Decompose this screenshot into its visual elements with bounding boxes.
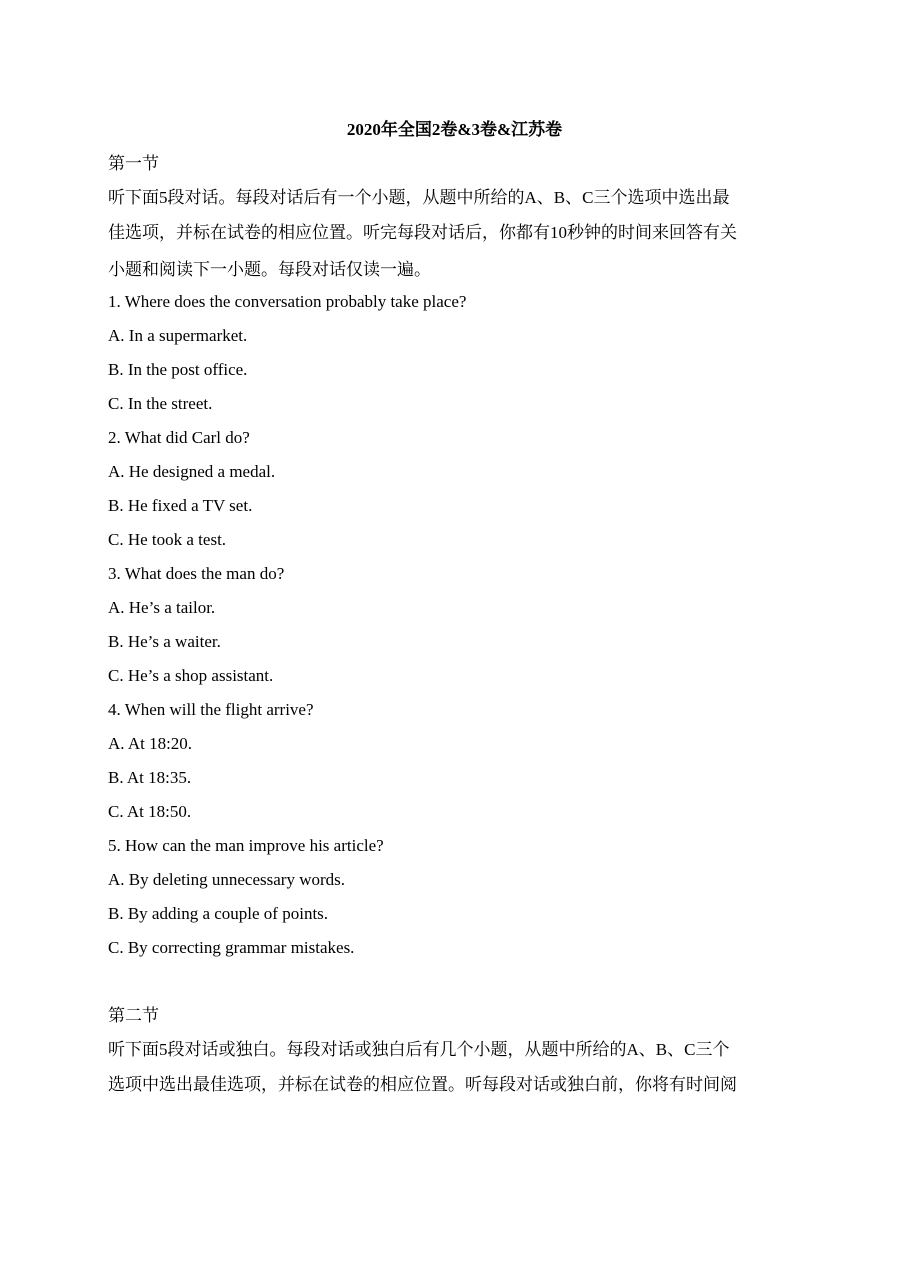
page-title: 2020年全国2卷&3卷&江苏卷 (346, 120, 563, 139)
question-4-option-b: B. At 18:35. (108, 768, 192, 787)
question-1-option-a: A. In a supermarket. (108, 326, 248, 345)
question-4-stem: 4. When will the flight arrive? (108, 700, 314, 719)
section1-heading: 第一节 (108, 154, 159, 173)
section2-heading: 第二节 (108, 1006, 159, 1025)
question-5-option-a: A. By deleting unnecessary words. (108, 870, 346, 889)
question-1-stem: 1. Where does the conversation probably take place? (108, 292, 467, 311)
question-2-option-c: C. He took a test. (108, 530, 227, 549)
question-2-option-a: A. He designed a medal. (108, 462, 276, 481)
question-3-option-c: C. He’s a shop assistant. (108, 666, 274, 685)
section1-instructions-line-1: 听下面5段对话。每段对话后有一个小题，从题中所给的A、B、C三个选项中选出最 (108, 188, 730, 207)
question-3-option-a: A. He’s a tailor. (108, 598, 216, 617)
section2-instructions-line-2: 选项中选出最佳选项，并标在试卷的相应位置。听每段对话或独白前，你将有时间阅 (108, 1075, 737, 1094)
question-3-stem: 3. What does the man do? (108, 564, 285, 583)
section1-instructions-line-3: 小题和阅读下一小题。每段对话仅读一遍。 (108, 260, 431, 279)
question-3-option-b: B. He’s a waiter. (108, 632, 221, 651)
question-2-stem: 2. What did Carl do? (108, 428, 250, 447)
question-1-option-c: C. In the street. (108, 394, 213, 413)
section1-instructions-line-2: 佳选项，并标在试卷的相应位置。听完每段对话后，你都有10秒钟的时间来回答有关 (108, 223, 737, 242)
question-4-option-c: C. At 18:50. (108, 802, 192, 821)
question-5-option-c: C. By correcting grammar mistakes. (108, 938, 355, 957)
question-5-option-b: B. By adding a couple of points. (108, 904, 329, 923)
question-5-stem: 5. How can the man improve his article? (108, 836, 384, 855)
section2-instructions-line-1: 听下面5段对话或独白。每段对话或独白后有几个小题，从题中所给的A、B、C三个 (108, 1040, 730, 1059)
question-4-option-a: A. At 18:20. (108, 734, 193, 753)
question-1-option-b: B. In the post office. (108, 360, 248, 379)
question-2-option-b: B. He fixed a TV set. (108, 496, 253, 515)
